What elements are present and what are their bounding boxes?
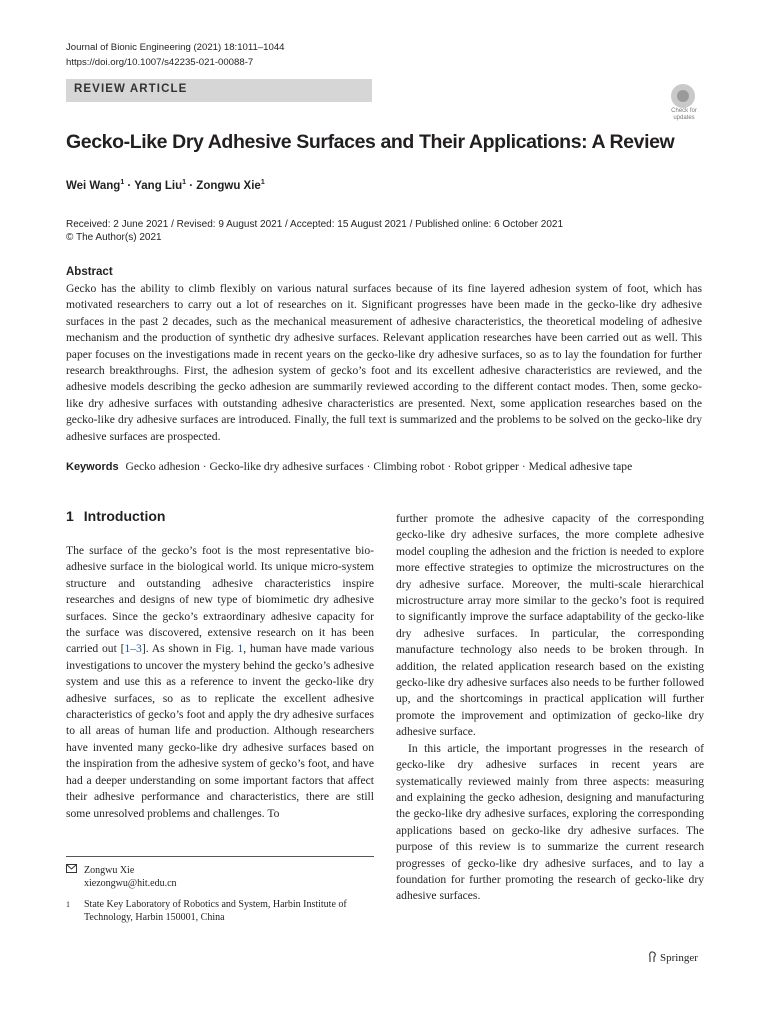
abstract-text: Gecko has the ability to climb flexibly on various natural surfaces because of its fine layered adhesion system of foot, which has motivated researchers to carry out a lot of researches on it. Significant progresses have been made in the gecko-like dry adhesive surfaces in the past 2 decades, such as the mechanical measurement of adhesive characteristics, the theoretical modeling of adhesive mechanism and the production of synthetic dry adhesive surfaces. Relevant application researches have been carried out as well. This paper focuses on the investigations made in recent years on the gecko-like dry adhesive surfaces, so as to lay the foundation for further research breakthroughs. First, the adhesion system of gecko’s foot and its excellent adhesive characteristics are reviewed, and the adhesive models describing the gecko adhesion are summarily reviewed according to the different contact modes. Then, some gecko-like dry adhesive surfaces with outstanding adhesive characteristics are presented. Next, some application researches based on the gecko-like dry adhesive surfaces are introduced. Finally, the full text is summarized and the problems to be solved on the gecko-like dry adhesive surfaces are prospected. — [66, 282, 702, 443]
corresponding-author — [66, 864, 374, 890]
paragraph-continued: further promote the adhesive capacity of the corresponding gecko-like dry adhesive surfaces, the more complete adhesive model coupling the adhesion and the friction is needed to explore more effective strategies to optimize the microstructures on the dry adhesive surface. Moreover, the multi-scale hierarchical microstructure array more similar to the gecko’s foot is required to significantly improve the surface adaptability of the gecko-like dry adhesive surfaces. In particular, the corresponding manufacture technology also needs to be broken through. In addition, the related application research based on the existing gecko-like dry adhesive surfaces also needs to be further followed up, and the shortcomings in practical application will further promote the improvement and optimization of gecko-like dry adhesive surface. — [396, 512, 704, 739]
author-separator: · — [124, 179, 135, 192]
envelope-icon — [66, 864, 77, 877]
author-name[interactable]: Wei Wang — [66, 179, 121, 192]
author-affiliation-mark: 1 — [260, 179, 265, 186]
publisher-name: Springer — [660, 952, 698, 964]
article-type-banner — [66, 79, 372, 102]
check-for-updates-badge[interactable] — [664, 84, 704, 124]
footnotes — [66, 864, 374, 924]
section-title: Introduction — [83, 508, 166, 524]
check-updates-icon — [671, 84, 695, 108]
intro-paragraph — [66, 543, 374, 822]
right-column — [396, 511, 704, 905]
author-name[interactable]: Yang Liu — [134, 179, 183, 192]
abstract-heading: Abstract — [66, 266, 113, 278]
email-link[interactable]: xiezongwu@hit.edu.cn — [84, 878, 177, 889]
publication-dates — [66, 218, 563, 244]
author-separator: · — [186, 179, 197, 192]
article-type: REVIEW ARTICLE — [74, 83, 188, 95]
copyright: © The Author(s) 2021 — [66, 232, 162, 243]
section-heading — [66, 508, 175, 524]
author-affiliation-mark: 1 — [182, 179, 187, 186]
affiliation — [66, 898, 374, 924]
doi-link[interactable]: https://doi.org/10.1007/s42235-021-00088-7 — [66, 57, 254, 68]
section-number: 1 — [66, 508, 74, 524]
paragraph-text: ]. As shown in Fig. — [141, 642, 238, 656]
history-dates: Received: 2 June 2021 / Revised: 9 August 2021 / Accepted: 15 August 2021 / Published online: 6 October 2021 — [66, 219, 564, 230]
citation-link[interactable]: 1–3 — [124, 642, 142, 656]
journal-info — [66, 40, 285, 70]
paragraph: In this article, the important progresses in the research of gecko-like dry adhesive surfaces in recent years are systematically reviewed mainly from three aspects: measuring and explaining the gecko adhesion, designing and manufacturing the gecko-like dry adhesive surfaces, exploring the corresponding applications based on gecko-like dry adhesive surfaces. The purpose of this review is to summarize the current research progresses of gecko-like dry adhesive surfaces, and to lay a foundation for further promoting the research of gecko-like dry adhesive surfaces. — [396, 741, 704, 903]
article-title: Gecko-Like Dry Adhesive Surfaces and Their Applications: A Review — [66, 131, 675, 153]
keywords — [66, 460, 706, 473]
journal-citation: Journal of Bionic Engineering (2021) 18:1011–1044 — [66, 42, 285, 53]
corresponding-name: Zongwu Xie — [84, 865, 135, 876]
author-name[interactable]: Zongwu Xie — [196, 179, 261, 192]
author-affiliation-mark: 1 — [120, 179, 125, 186]
keywords-label: Keywords — [66, 461, 119, 473]
figure-link[interactable]: 1 — [237, 642, 244, 656]
author-list — [66, 179, 265, 192]
publisher-logo — [648, 951, 698, 964]
left-column — [66, 543, 374, 822]
affiliation-text: State Key Laboratory of Robotics and System, Harbin Institute of Technology, Harbin 150001, China — [84, 899, 347, 923]
affiliation-mark: 1 — [66, 900, 70, 909]
footnote-divider — [66, 856, 374, 857]
paragraph-text: , human have made various investigations to uncover the mystery behind the gecko’s adhesive system and use this as a reference to invent the gecko-like dry adhesive surfaces, so as to replicate the excellent adhesive characteristics of gecko’s foot and apply the dry adhesive surfaces to all areas of human life and production. Although researchers have invented many gecko-like dry adhesive surfaces based on the inspiration from the adhesive system of gecko’s foot, and have had a deeper understanding on some important factors that affect their adhesive performance and characteristics, there are still some unresolved problems and challenges. To — [66, 642, 374, 820]
springer-horse-icon — [648, 951, 657, 963]
keywords-list: Gecko adhesion · Gecko-like dry adhesive surfaces · Climbing robot · Robot gripper · Medical adhesive tape — [125, 460, 633, 473]
paragraph-text: The surface of the gecko’s foot is the most representative bio-adhesive surface in the biological world. Its unique micro-system structure and outstanding adhesive characteristics inspire researches and designs of new type of biomimetic dry adhesive surfaces. Since the gecko’s extraordinary adhesive capacity for the surface was discovered, extensive research on it has been carried out [ — [66, 544, 374, 656]
check-updates-label: Check for updates — [671, 108, 697, 121]
